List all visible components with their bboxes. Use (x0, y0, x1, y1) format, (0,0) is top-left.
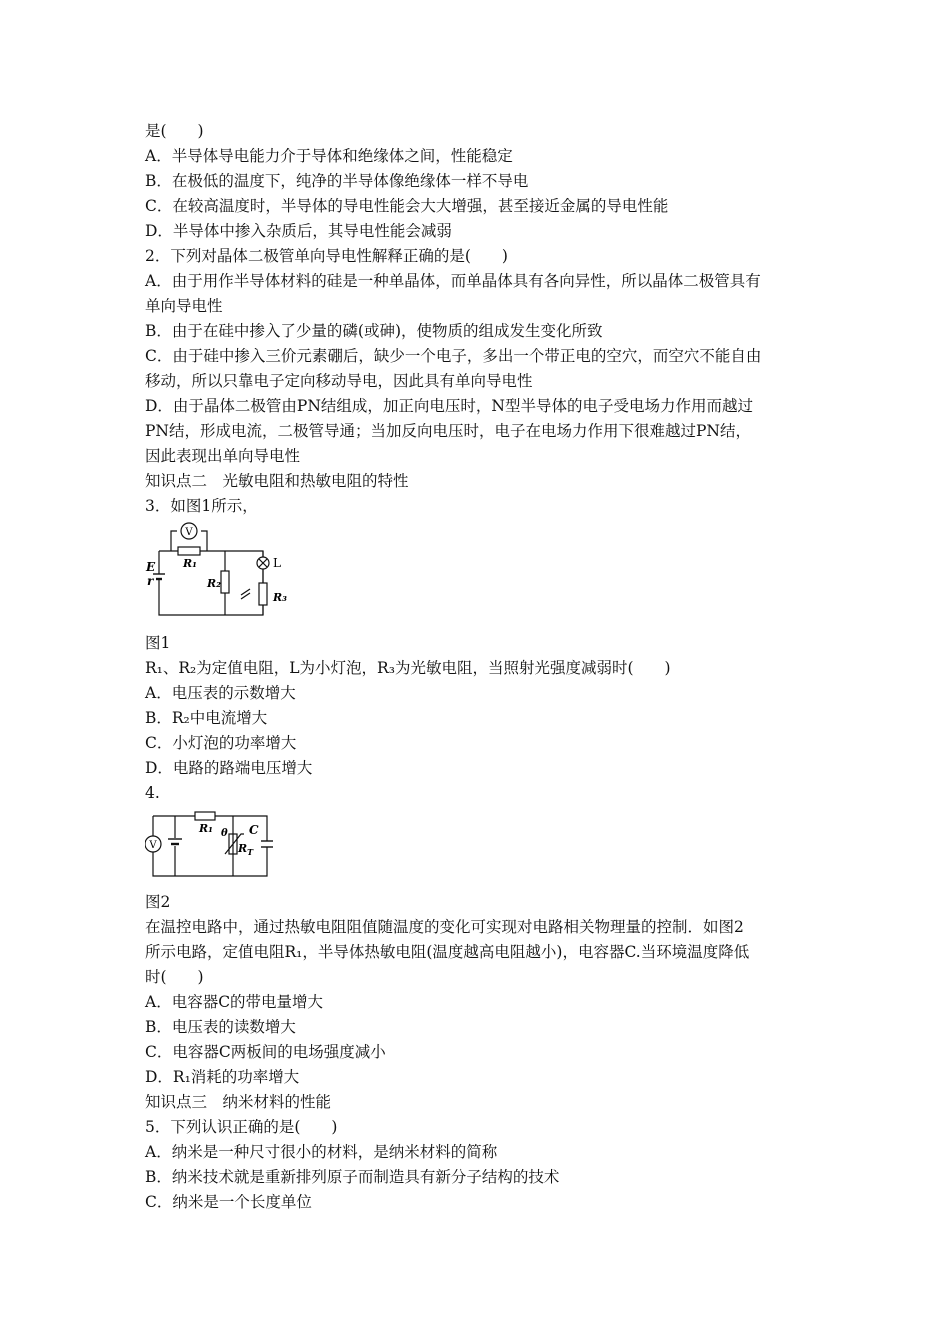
text-line: B．由于在硅中掺入了少量的磷(或砷)，使物质的组成发生变化所致 (145, 322, 603, 340)
label-r3: R₃ (273, 591, 287, 604)
text-block-questions-1-3 (145, 119, 810, 519)
text-line: B．纳米技术就是重新排列原子而制造具有新分子结构的技术 (145, 1168, 560, 1186)
voltmeter-label: V (149, 840, 157, 851)
voltmeter-label: V (185, 527, 193, 538)
document-body (145, 119, 810, 1215)
text-line: 知识点二 光敏电阻和热敏电阻的特性 (145, 472, 409, 490)
label-r2: R₂ (207, 577, 221, 590)
text-line: C．小灯泡的功率增大 (145, 734, 297, 752)
text-line: C．纳米是一个长度单位 (145, 1193, 312, 1211)
text-line: A．由于用作半导体材料的硅是一种单晶体，而单晶体具有各向异性，所以晶体二极管具有 (145, 272, 761, 290)
resistor-r1 (178, 547, 200, 555)
text-line: A．半导体导电能力介于导体和绝缘体之间，性能稳定 (145, 147, 513, 165)
resistor-r2 (221, 571, 229, 593)
text-line: B．R₂中电流增大 (145, 709, 268, 727)
text-line: 4. (145, 784, 160, 802)
text-line: 5．下列认识正确的是( ) (145, 1118, 338, 1136)
label-capacitor: C (249, 823, 259, 837)
label-r1: R₁ (183, 557, 197, 570)
label-internal-resistance: r (147, 574, 154, 588)
circuit-figure-1 (145, 521, 385, 621)
label-rt: $R_T$ (238, 842, 254, 857)
text-line: C．由于硅中掺入三价元素硼后，缺少一个电子，多出一个带正电的空穴，而空穴不能自由 (145, 347, 762, 365)
text-line: 2．下列对晶体二极管单向导电性解释正确的是( ) (145, 247, 508, 265)
text-line: D．R₁消耗的功率增大 (145, 1068, 300, 1086)
text-line: 所示电路，定值电阻R₁，半导体热敏电阻(温度越高电阻越小)，电容器C.当环境温度降低 (145, 943, 750, 961)
text-line: 图1 (145, 634, 171, 652)
text-line: D．半导体中掺入杂质后，其导电性能会减弱 (145, 222, 452, 240)
label-theta: θ (221, 828, 228, 839)
text-line: 单向导电性 (145, 297, 223, 315)
text-line: C．在较高温度时，半导体的导电性能会大大增强，甚至接近金属的导电性能 (145, 197, 669, 215)
text-line: B．电压表的读数增大 (145, 1018, 296, 1036)
label-lamp: L (273, 556, 281, 570)
text-line: R₁、R₂为定值电阻，L为小灯泡，R₃为光敏电阻，当照射光强度减弱时( ) (145, 659, 671, 677)
text-line: 时( ) (145, 968, 204, 986)
text-line: A．纳米是一种尺寸很小的材料，是纳米材料的简称 (145, 1143, 498, 1161)
circuit-figure-2 (145, 810, 385, 880)
label-emf: E (146, 560, 156, 574)
text-line: A．电容器C的带电量增大 (145, 993, 324, 1011)
label-r1: R₁ (199, 822, 213, 835)
text-line: 知识点三 纳米材料的性能 (145, 1093, 332, 1111)
text-line: 因此表现出单向导电性 (145, 447, 301, 465)
text-line: 图2 (145, 893, 171, 911)
text-line: 是( ) (145, 122, 204, 140)
text-line: C．电容器C两板间的电场强度减小 (145, 1043, 386, 1061)
text-line: 在温控电路中，通过热敏电阻阻值随温度的变化可实现对电路相关物理量的控制．如图2 (145, 918, 744, 936)
text-line: PN结，形成电流，二极管导通；当加反向电压时，电子在电场力作用下很难越过PN结， (145, 422, 751, 440)
text-block-questions-4-5 (145, 890, 810, 1215)
text-line: A．电压表的示数增大 (145, 684, 296, 702)
text-line: D．由于晶体二极管由PN结组成，加正向电压时，N型半导体的电子受电场力作用而越过 (145, 397, 753, 415)
text-block-question-3-options (145, 631, 810, 806)
resistor-r1 (195, 812, 215, 820)
text-line: 3．如图1所示， (145, 497, 258, 515)
photoresistor-r3 (259, 583, 267, 605)
text-line: B．在极低的温度下，纯净的半导体像绝缘体一样不导电 (145, 172, 529, 190)
text-line: 移动，所以只靠电子定向移动导电，因此具有单向导电性 (145, 372, 533, 390)
text-line: D．电路的路端电压增大 (145, 759, 313, 777)
